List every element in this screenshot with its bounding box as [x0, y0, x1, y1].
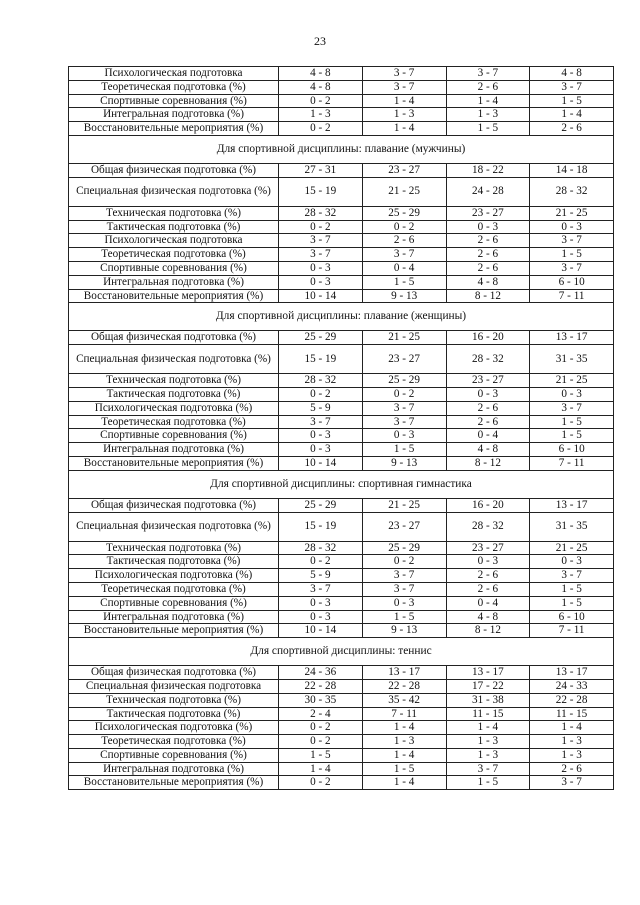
table-row	[69, 541, 614, 555]
table-row	[69, 387, 614, 401]
table-row	[69, 555, 614, 569]
row-label: Теоретическая подготовка (%)	[69, 80, 279, 94]
value-cell-stage-2: 23 - 27	[362, 163, 446, 177]
section-heading: Для спортивной дисциплины: плавание (мужчины)	[69, 135, 614, 163]
value-cell-stage-4: 24 - 33	[530, 679, 614, 693]
value-cell-stage-3: 8 - 12	[446, 289, 530, 303]
value-cell-stage-2: 35 - 42	[362, 693, 446, 707]
table-row	[69, 693, 614, 707]
value-cell-stage-1: 0 - 3	[279, 596, 363, 610]
value-cell-stage-2: 2 - 6	[362, 234, 446, 248]
value-cell-stage-4: 1 - 5	[530, 415, 614, 429]
value-cell-stage-1: 3 - 7	[279, 234, 363, 248]
row-label: Спортивные соревнования (%)	[69, 596, 279, 610]
row-label: Восстановительные мероприятия (%)	[69, 456, 279, 470]
value-cell-stage-4: 0 - 3	[530, 387, 614, 401]
value-cell-stage-4: 4 - 8	[530, 67, 614, 81]
table-body	[69, 67, 614, 790]
value-cell-stage-4: 0 - 3	[530, 220, 614, 234]
value-cell-stage-4: 1 - 5	[530, 248, 614, 262]
value-cell-stage-4: 28 - 32	[530, 177, 614, 206]
value-cell-stage-4: 1 - 5	[530, 429, 614, 443]
table-row	[69, 220, 614, 234]
value-cell-stage-4: 7 - 11	[530, 456, 614, 470]
row-label: Техническая подготовка (%)	[69, 693, 279, 707]
value-cell-stage-1: 0 - 2	[279, 555, 363, 569]
value-cell-stage-1: 10 - 14	[279, 456, 363, 470]
value-cell-stage-1: 0 - 3	[279, 275, 363, 289]
value-cell-stage-3: 0 - 3	[446, 220, 530, 234]
value-cell-stage-4: 14 - 18	[530, 163, 614, 177]
table-row	[69, 261, 614, 275]
value-cell-stage-4: 21 - 25	[530, 541, 614, 555]
value-cell-stage-3: 1 - 5	[446, 122, 530, 136]
value-cell-stage-1: 0 - 2	[279, 122, 363, 136]
value-cell-stage-3: 2 - 6	[446, 248, 530, 262]
value-cell-stage-2: 0 - 2	[362, 220, 446, 234]
value-cell-stage-4: 6 - 10	[530, 275, 614, 289]
table-row	[69, 94, 614, 108]
row-label: Теоретическая подготовка (%)	[69, 248, 279, 262]
value-cell-stage-2: 1 - 4	[362, 721, 446, 735]
value-cell-stage-1: 15 - 19	[279, 512, 363, 541]
row-label: Общая физическая подготовка (%)	[69, 331, 279, 345]
table-row	[69, 624, 614, 638]
row-label: Тактическая подготовка (%)	[69, 220, 279, 234]
value-cell-stage-1: 27 - 31	[279, 163, 363, 177]
value-cell-stage-1: 3 - 7	[279, 248, 363, 262]
value-cell-stage-1: 28 - 32	[279, 374, 363, 388]
row-label: Восстановительные мероприятия (%)	[69, 776, 279, 790]
table-row	[69, 345, 614, 374]
value-cell-stage-4: 1 - 3	[530, 748, 614, 762]
value-cell-stage-3: 8 - 12	[446, 456, 530, 470]
value-cell-stage-4: 1 - 3	[530, 735, 614, 749]
value-cell-stage-3: 4 - 8	[446, 275, 530, 289]
value-cell-stage-2: 1 - 5	[362, 762, 446, 776]
value-cell-stage-1: 25 - 29	[279, 331, 363, 345]
row-label: Техническая подготовка (%)	[69, 374, 279, 388]
table-row	[69, 512, 614, 541]
value-cell-stage-3: 0 - 4	[446, 429, 530, 443]
value-cell-stage-2: 13 - 17	[362, 666, 446, 680]
value-cell-stage-2: 1 - 4	[362, 122, 446, 136]
value-cell-stage-4: 1 - 5	[530, 582, 614, 596]
value-cell-stage-2: 3 - 7	[362, 582, 446, 596]
value-cell-stage-2: 3 - 7	[362, 80, 446, 94]
value-cell-stage-1: 0 - 2	[279, 387, 363, 401]
row-label: Техническая подготовка (%)	[69, 206, 279, 220]
value-cell-stage-2: 1 - 4	[362, 748, 446, 762]
value-cell-stage-1: 0 - 2	[279, 776, 363, 790]
value-cell-stage-3: 18 - 22	[446, 163, 530, 177]
table-row	[69, 122, 614, 136]
value-cell-stage-3: 23 - 27	[446, 541, 530, 555]
value-cell-stage-4: 1 - 5	[530, 94, 614, 108]
value-cell-stage-3: 28 - 32	[446, 345, 530, 374]
value-cell-stage-4: 3 - 7	[530, 80, 614, 94]
value-cell-stage-3: 2 - 6	[446, 415, 530, 429]
value-cell-stage-2: 0 - 3	[362, 596, 446, 610]
value-cell-stage-2: 3 - 7	[362, 415, 446, 429]
row-label: Спортивные соревнования (%)	[69, 429, 279, 443]
value-cell-stage-4: 11 - 15	[530, 707, 614, 721]
value-cell-stage-1: 0 - 3	[279, 261, 363, 275]
value-cell-stage-1: 3 - 7	[279, 415, 363, 429]
value-cell-stage-3: 0 - 3	[446, 387, 530, 401]
value-cell-stage-4: 31 - 35	[530, 345, 614, 374]
table-row	[69, 177, 614, 206]
table-row	[69, 108, 614, 122]
value-cell-stage-1: 25 - 29	[279, 498, 363, 512]
value-cell-stage-3: 8 - 12	[446, 624, 530, 638]
table-row	[69, 163, 614, 177]
value-cell-stage-1: 30 - 35	[279, 693, 363, 707]
value-cell-stage-4: 3 - 7	[530, 261, 614, 275]
value-cell-stage-3: 23 - 27	[446, 374, 530, 388]
value-cell-stage-4: 7 - 11	[530, 289, 614, 303]
value-cell-stage-1: 0 - 3	[279, 443, 363, 457]
value-cell-stage-3: 2 - 6	[446, 569, 530, 583]
value-cell-stage-1: 0 - 3	[279, 610, 363, 624]
table-row	[69, 401, 614, 415]
row-label: Спортивные соревнования (%)	[69, 261, 279, 275]
row-label: Специальная физическая подготовка (%)	[69, 177, 279, 206]
table-row	[69, 80, 614, 94]
value-cell-stage-1: 15 - 19	[279, 177, 363, 206]
value-cell-stage-4: 13 - 17	[530, 498, 614, 512]
row-label: Теоретическая подготовка (%)	[69, 415, 279, 429]
value-cell-stage-4: 0 - 3	[530, 555, 614, 569]
value-cell-stage-3: 16 - 20	[446, 498, 530, 512]
value-cell-stage-3: 1 - 3	[446, 748, 530, 762]
value-cell-stage-1: 0 - 2	[279, 220, 363, 234]
value-cell-stage-1: 2 - 4	[279, 707, 363, 721]
value-cell-stage-2: 7 - 11	[362, 707, 446, 721]
value-cell-stage-2: 1 - 5	[362, 443, 446, 457]
value-cell-stage-4: 2 - 6	[530, 762, 614, 776]
row-label: Общая физическая подготовка (%)	[69, 666, 279, 680]
table-row	[69, 234, 614, 248]
value-cell-stage-1: 3 - 7	[279, 582, 363, 596]
table-row	[69, 429, 614, 443]
value-cell-stage-2: 9 - 13	[362, 456, 446, 470]
value-cell-stage-2: 23 - 27	[362, 512, 446, 541]
row-label: Интегральная подготовка (%)	[69, 443, 279, 457]
row-label: Тактическая подготовка (%)	[69, 707, 279, 721]
row-label: Специальная физическая подготовка (%)	[69, 512, 279, 541]
value-cell-stage-2: 1 - 4	[362, 776, 446, 790]
table-row	[69, 498, 614, 512]
table-row	[69, 67, 614, 81]
row-label: Психологическая подготовка (%)	[69, 401, 279, 415]
value-cell-stage-4: 21 - 25	[530, 206, 614, 220]
table-row	[69, 456, 614, 470]
value-cell-stage-3: 2 - 6	[446, 261, 530, 275]
table-row	[69, 415, 614, 429]
value-cell-stage-3: 1 - 3	[446, 735, 530, 749]
value-cell-stage-1: 1 - 4	[279, 762, 363, 776]
value-cell-stage-3: 0 - 3	[446, 555, 530, 569]
value-cell-stage-4: 7 - 11	[530, 624, 614, 638]
table-row	[69, 748, 614, 762]
row-label: Техническая подготовка (%)	[69, 541, 279, 555]
value-cell-stage-2: 3 - 7	[362, 248, 446, 262]
table-row	[69, 707, 614, 721]
value-cell-stage-1: 5 - 9	[279, 401, 363, 415]
row-label: Психологическая подготовка (%)	[69, 721, 279, 735]
value-cell-stage-3: 23 - 27	[446, 206, 530, 220]
table-row	[69, 206, 614, 220]
table-row	[69, 289, 614, 303]
row-label: Специальная физическая подготовка	[69, 679, 279, 693]
table-row	[69, 721, 614, 735]
value-cell-stage-3: 4 - 8	[446, 610, 530, 624]
table-row	[69, 735, 614, 749]
row-label: Теоретическая подготовка (%)	[69, 582, 279, 596]
value-cell-stage-4: 1 - 5	[530, 596, 614, 610]
value-cell-stage-3: 3 - 7	[446, 762, 530, 776]
value-cell-stage-2: 3 - 7	[362, 401, 446, 415]
value-cell-stage-2: 1 - 3	[362, 735, 446, 749]
value-cell-stage-3: 1 - 5	[446, 776, 530, 790]
row-label: Психологическая подготовка	[69, 234, 279, 248]
section-heading-row	[69, 638, 614, 666]
value-cell-stage-2: 21 - 25	[362, 331, 446, 345]
value-cell-stage-3: 4 - 8	[446, 443, 530, 457]
value-cell-stage-4: 1 - 4	[530, 721, 614, 735]
row-label: Общая физическая подготовка (%)	[69, 163, 279, 177]
value-cell-stage-4: 22 - 28	[530, 693, 614, 707]
value-cell-stage-1: 0 - 3	[279, 429, 363, 443]
value-cell-stage-1: 15 - 19	[279, 345, 363, 374]
row-label: Восстановительные мероприятия (%)	[69, 122, 279, 136]
value-cell-stage-1: 5 - 9	[279, 569, 363, 583]
value-cell-stage-1: 4 - 8	[279, 67, 363, 81]
table-row	[69, 762, 614, 776]
value-cell-stage-1: 24 - 36	[279, 666, 363, 680]
row-label: Теоретическая подготовка (%)	[69, 735, 279, 749]
value-cell-stage-2: 21 - 25	[362, 498, 446, 512]
value-cell-stage-2: 3 - 7	[362, 67, 446, 81]
value-cell-stage-1: 0 - 2	[279, 735, 363, 749]
value-cell-stage-3: 0 - 4	[446, 596, 530, 610]
row-label: Спортивные соревнования (%)	[69, 748, 279, 762]
value-cell-stage-2: 9 - 13	[362, 289, 446, 303]
row-label: Интегральная подготовка (%)	[69, 610, 279, 624]
row-label: Психологическая подготовка (%)	[69, 569, 279, 583]
row-label: Интегральная подготовка (%)	[69, 108, 279, 122]
row-label: Психологическая подготовка	[69, 67, 279, 81]
row-label: Спортивные соревнования (%)	[69, 94, 279, 108]
value-cell-stage-4: 3 - 7	[530, 569, 614, 583]
value-cell-stage-2: 3 - 7	[362, 569, 446, 583]
table-row	[69, 374, 614, 388]
value-cell-stage-4: 3 - 7	[530, 234, 614, 248]
value-cell-stage-1: 0 - 2	[279, 721, 363, 735]
section-heading: Для спортивной дисциплины: плавание (женщины)	[69, 303, 614, 331]
value-cell-stage-2: 25 - 29	[362, 374, 446, 388]
value-cell-stage-4: 2 - 6	[530, 122, 614, 136]
value-cell-stage-2: 1 - 4	[362, 94, 446, 108]
value-cell-stage-3: 17 - 22	[446, 679, 530, 693]
training-ratio-table	[68, 66, 614, 790]
table-row	[69, 610, 614, 624]
value-cell-stage-1: 10 - 14	[279, 289, 363, 303]
value-cell-stage-4: 6 - 10	[530, 610, 614, 624]
value-cell-stage-2: 23 - 27	[362, 345, 446, 374]
value-cell-stage-3: 1 - 4	[446, 721, 530, 735]
value-cell-stage-2: 21 - 25	[362, 177, 446, 206]
table-row	[69, 569, 614, 583]
value-cell-stage-1: 22 - 28	[279, 679, 363, 693]
value-cell-stage-3: 1 - 3	[446, 108, 530, 122]
table-row	[69, 275, 614, 289]
section-heading: Для спортивной дисциплины: спортивная гимнастика	[69, 470, 614, 498]
table-row	[69, 582, 614, 596]
value-cell-stage-4: 1 - 4	[530, 108, 614, 122]
value-cell-stage-3: 1 - 4	[446, 94, 530, 108]
value-cell-stage-4: 13 - 17	[530, 666, 614, 680]
value-cell-stage-1: 1 - 3	[279, 108, 363, 122]
row-label: Интегральная подготовка (%)	[69, 762, 279, 776]
value-cell-stage-3: 13 - 17	[446, 666, 530, 680]
row-label: Тактическая подготовка (%)	[69, 387, 279, 401]
value-cell-stage-4: 21 - 25	[530, 374, 614, 388]
value-cell-stage-3: 24 - 28	[446, 177, 530, 206]
table-row	[69, 331, 614, 345]
value-cell-stage-2: 0 - 2	[362, 555, 446, 569]
row-label: Восстановительные мероприятия (%)	[69, 624, 279, 638]
value-cell-stage-1: 28 - 32	[279, 541, 363, 555]
value-cell-stage-4: 31 - 35	[530, 512, 614, 541]
value-cell-stage-4: 6 - 10	[530, 443, 614, 457]
table-row	[69, 776, 614, 790]
value-cell-stage-1: 0 - 2	[279, 94, 363, 108]
page-number: 23	[314, 34, 326, 48]
row-label: Интегральная подготовка (%)	[69, 275, 279, 289]
value-cell-stage-2: 9 - 13	[362, 624, 446, 638]
table-row	[69, 248, 614, 262]
value-cell-stage-2: 1 - 5	[362, 275, 446, 289]
section-heading-row	[69, 135, 614, 163]
value-cell-stage-3: 2 - 6	[446, 582, 530, 596]
training-ratio-table-container	[68, 66, 613, 790]
row-label: Восстановительные мероприятия (%)	[69, 289, 279, 303]
row-label: Специальная физическая подготовка (%)	[69, 345, 279, 374]
table-row	[69, 443, 614, 457]
value-cell-stage-2: 25 - 29	[362, 206, 446, 220]
value-cell-stage-3: 28 - 32	[446, 512, 530, 541]
value-cell-stage-4: 13 - 17	[530, 331, 614, 345]
value-cell-stage-3: 2 - 6	[446, 401, 530, 415]
value-cell-stage-2: 0 - 2	[362, 387, 446, 401]
value-cell-stage-4: 3 - 7	[530, 776, 614, 790]
value-cell-stage-2: 1 - 5	[362, 610, 446, 624]
value-cell-stage-1: 4 - 8	[279, 80, 363, 94]
table-row	[69, 666, 614, 680]
table-row	[69, 679, 614, 693]
value-cell-stage-3: 16 - 20	[446, 331, 530, 345]
value-cell-stage-3: 2 - 6	[446, 80, 530, 94]
value-cell-stage-1: 28 - 32	[279, 206, 363, 220]
value-cell-stage-1: 1 - 5	[279, 748, 363, 762]
section-heading-row	[69, 303, 614, 331]
value-cell-stage-4: 3 - 7	[530, 401, 614, 415]
table-row	[69, 596, 614, 610]
value-cell-stage-3: 3 - 7	[446, 67, 530, 81]
value-cell-stage-3: 11 - 15	[446, 707, 530, 721]
value-cell-stage-2: 0 - 4	[362, 261, 446, 275]
value-cell-stage-1: 10 - 14	[279, 624, 363, 638]
value-cell-stage-2: 1 - 3	[362, 108, 446, 122]
value-cell-stage-3: 2 - 6	[446, 234, 530, 248]
row-label: Тактическая подготовка (%)	[69, 555, 279, 569]
value-cell-stage-2: 22 - 28	[362, 679, 446, 693]
value-cell-stage-2: 0 - 3	[362, 429, 446, 443]
section-heading: Для спортивной дисциплины: теннис	[69, 638, 614, 666]
value-cell-stage-3: 31 - 38	[446, 693, 530, 707]
section-heading-row	[69, 470, 614, 498]
value-cell-stage-2: 25 - 29	[362, 541, 446, 555]
row-label: Общая физическая подготовка (%)	[69, 498, 279, 512]
